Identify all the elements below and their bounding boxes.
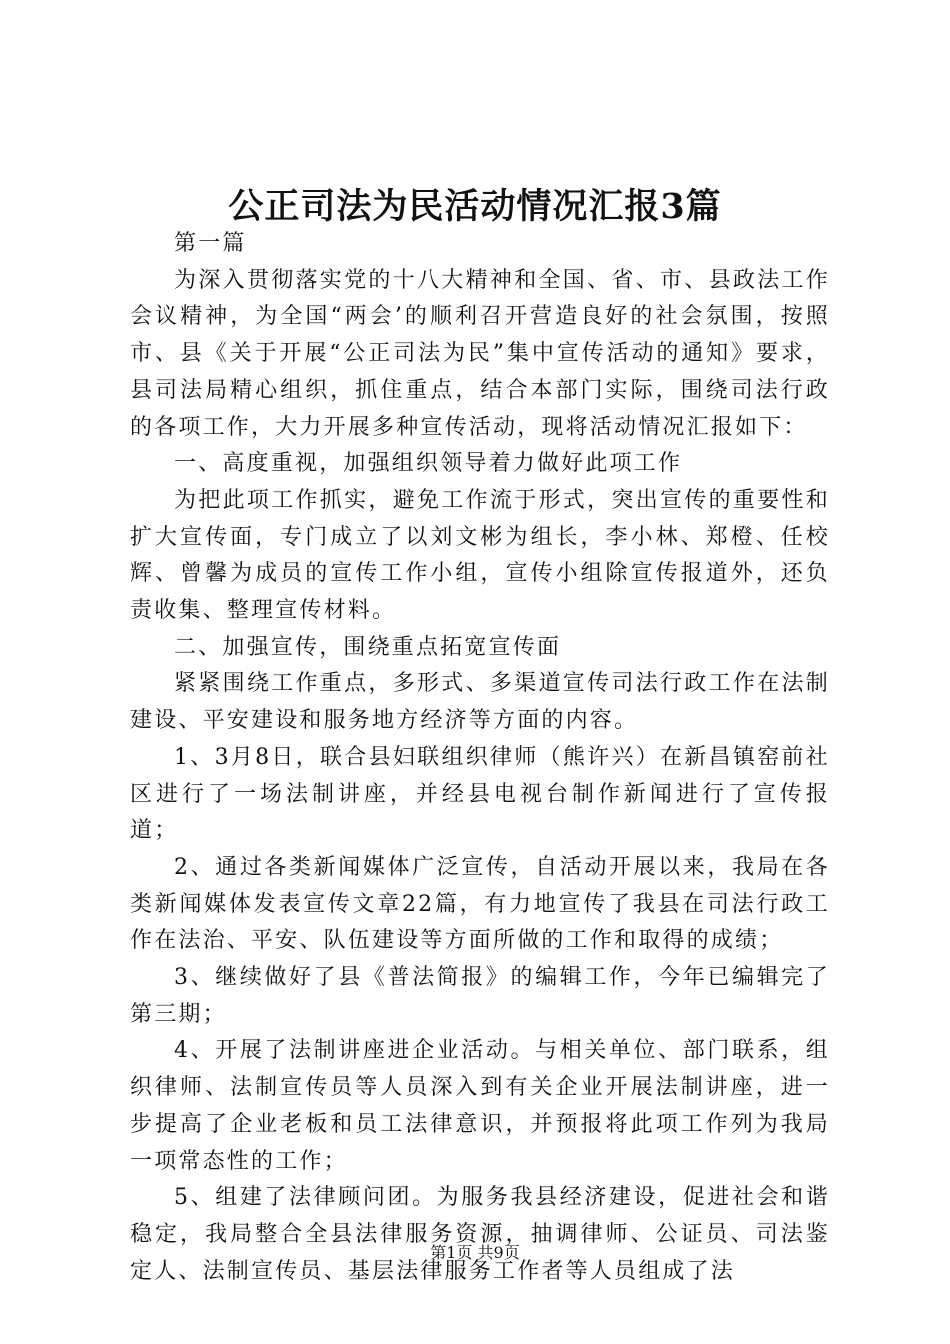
list-item: 5、组建了法律顾问团。为服务我县经济建设，促进社会和谐稳定，我局整合全县法律服务资源，抽调律师、公证员、司法鉴定人、法制宣传员、基层法律服务工作者等人员组成了法 (130, 1185, 830, 1284)
list-item: 2、通过各类新闻媒体广泛宣传，自活动开展以来，我局在各类新闻媒体发表宣传文章22篇，有力地宣传了我县在司法行政工作在法治、平安、队伍建设等方面所做的工作和取得的成绩； (130, 854, 830, 954)
document-body (130, 226, 830, 1290)
list-item: 3、继续做好了县《普法简报》的编辑工作，今年已编辑完了第三期； (130, 965, 830, 1027)
document-title: 公正司法为民活动情况汇报3篇 (228, 186, 722, 227)
section-heading-first: 第一篇 (174, 231, 247, 256)
section-heading-two: 二、加强宣传，围绕重点拓宽宣传面 (174, 634, 562, 660)
section-heading-one: 一、高度重视，加强组织领导着力做好此项工作 (174, 451, 683, 477)
list-item: 1、3月8日，联合县妇联组织律师（熊许兴）在新昌镇窑前社区进行了一场法制讲座，并经县电视台制作新闻进行了宣传报道； (130, 744, 830, 844)
list-item: 4、开展了法制讲座进企业活动。与相关单位、部门联系，组织律师、法制宣传员等人员深入到有关企业开展法制讲座，进一步提高了企业老板和员工法律意识，并预报将此项工作列为我局一项常态性的工作； (130, 1038, 830, 1174)
body-paragraph: 紧紧围绕工作重点，多形式、多渠道宣传司法行政工作在法制建设、平安建设和服务地方经济等方面的内容。 (130, 671, 830, 734)
body-paragraph: 为把此项工作抓实，避免工作流于形式，突出宣传的重要性和扩大宣传面，专门成立了以刘文彬为组长，李小林、郑橙、任校辉、曾馨为成员的宣传工作小组，宣传小组除宣传报道外，还负责收集、整理宣传材料。 (130, 487, 830, 624)
intro-paragraph: 为深入贯彻落实党的十八大精神和全国、省、市、县政法工作会议精神，为全国“两会’的顺利召开营造良好的社会氛围，按照市、县《关于开展“公正司法为民”集中宣传活动的通知》要求，县司法局精心组织，抓住重点，结合本部门实际，围绕司法行政的各项工作，大力开展多种宣传活动，现将活动情况汇报如下： (130, 267, 830, 440)
page-footer: 第1页 共9页 (430, 1243, 520, 1262)
